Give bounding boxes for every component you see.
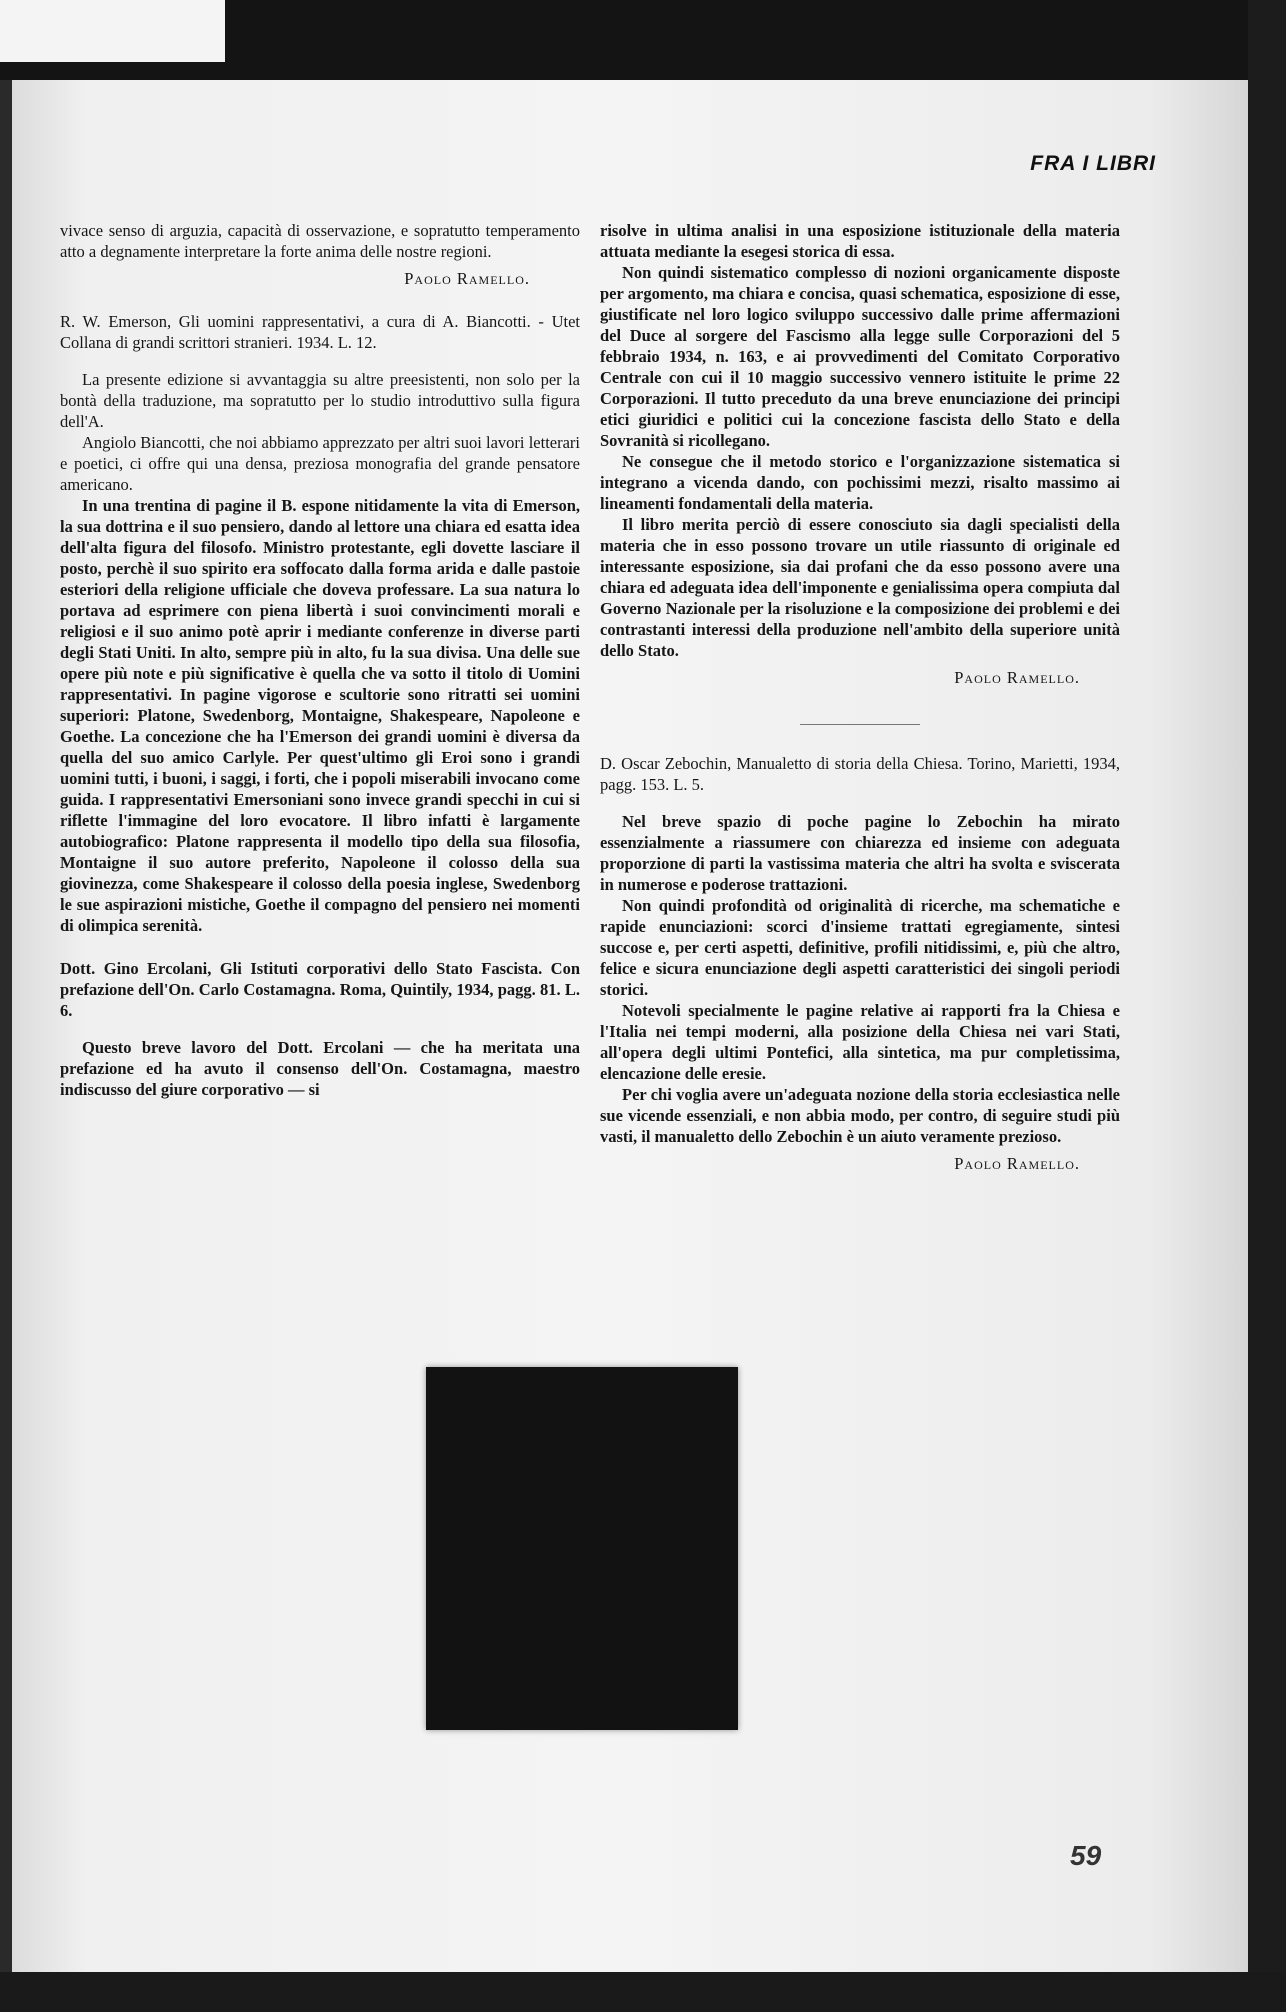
paragraph: Il libro merita perciò di essere conosciuto sia dagli specialisti della materia che in esso possono trovare un utile riassunto di originale ed interessante esposizione, sia dai profani che da esso possono avere una chiara ed adeguata idea dell'imponente e genialissima opera compiuta dal Governo Nazionale per la risoluzione e la composizione dei problemi e dei contrastanti interessi della produzione nell'ambito della superiore unità dello Stato. — [600, 515, 1120, 660]
section-header: FRA I LIBRI — [1030, 152, 1156, 175]
paragraph: Nel breve spazio di poche pagine lo Zebochin ha mirato essenzialmente a riassumere con chiarezza ed insieme con adeguata proporzione di parti la vastissima materia che altri ha svolta e sviscerata in numerose e poderose trattazioni. — [600, 812, 1120, 894]
left-column — [60, 220, 580, 1100]
right-column — [600, 220, 1120, 1174]
book-reference: D. Oscar Zebochin, Manualetto di storia della Chiesa. Torino, Marietti, 1934, pagg. 153. L. 5. — [600, 754, 1120, 794]
paragraph: Non quindi profondità od originalità di ricerche, ma schematiche e rapide enunciazioni: scorci d'insieme trattati egregiamente, sintesi succose e, per certi aspetti, definitive, profili nitidissimi, e, più che altro, felice e sicura enunciazione degli aspetti caratteristici dei singoli periodi storici. — [600, 896, 1120, 999]
signature: Paolo Ramello. — [404, 269, 530, 288]
scan-border-left — [0, 80, 12, 1980]
paragraph: Non quindi sistematico complesso di nozioni organicamente disposte per argomento, ma chiara e concisa, quasi schematica, esposizione di esse, giustificate nel loro logico sviluppo successivo dalle prime affermazioni del Duce al sorgere del Fascismo alla legge sulle Corporazioni del 5 febbraio 1934, n. 163, e ai provvedimenti del Comitato Corporativo Centrale con cui il 10 maggio successivo vennero istituite le prime 22 Corporazioni. Il tutto preceduto da una breve enunciazione dei principi etici giuridici e politici cui la concezione fascista dello Stato e della Sovranità si ricollegano. — [600, 263, 1120, 450]
page-number: 59 — [1070, 1840, 1102, 1871]
paragraph: La presente edizione si avvantaggia su altre preesistenti, non solo per la bontà della traduzione, ma sopratutto per lo studio introduttivo sulla figura dell'A. — [60, 370, 580, 431]
signature: Paolo Ramello. — [954, 668, 1080, 687]
divider — [800, 724, 920, 725]
black-rectangle — [426, 1367, 738, 1730]
paragraph: risolve in ultima analisi in una esposizione istituzionale della materia attuata mediante la esegesi storica di essa. — [600, 221, 1120, 261]
book-reference: Dott. Gino Ercolani, Gli Istituti corporativi dello Stato Fascista. Con prefazione dell'On. Carlo Costamagna. Roma, Quintily, 1934, pagg. 81. L. 6. — [60, 959, 580, 1020]
book-reference: R. W. Emerson, Gli uomini rappresentativi, a cura di A. Biancotti. - Utet Collana di grandi scrittori stranieri. 1934. L. 12. — [60, 312, 580, 352]
paragraph: Ne consegue che il metodo storico e l'organizzazione sistematica si integrano a vicenda dando, con pochissimi mezzi, risalto massimo ai lineamenti fondamentali della materia. — [600, 452, 1120, 513]
scan-edge-tab — [0, 0, 225, 62]
scan-border-bottom — [0, 1972, 1286, 2012]
paragraph: Notevoli specialmente le pagine relative ai rapporti fra la Chiesa e l'Italia nei tempi moderni, alla posizione della Chiesa nei vari Stati, all'opera degli ultimi Pontefici, alla sintetica, ma pur completissima, elencazione delle eresie. — [600, 1001, 1120, 1083]
paragraph: Angiolo Biancotti, che noi abbiamo apprezzato per altri suoi lavori letterari e poetici, ci offre qui una densa, preziosa monografia del grande pensatore americano. — [60, 433, 580, 494]
scan-border-right — [1248, 0, 1286, 2012]
paragraph: In una trentina di pagine il B. espone nitidamente la vita di Emerson, la sua dottrina e il suo pensiero, dando al lettore una chiara ed esatta idea dell'alta figura del filosofo. Ministro protestante, egli dovette lasciare il posto, perchè il suo spirito era soffocato dalla forma arida e dalle pastoie esteriori della religione ufficiale che doveva professare. La sua natura lo portava ad esprimere con piena libertà i suoi convincimenti morali e religiosi e il suo animo potè aprir i mediante conferenze in diverse parti degli Stati Uniti. In alto, sempre più in alto, fu la sua divisa. Una delle sue opere più note e più significative è quella che va sotto il titolo di Uomini rappresentativi. In pagine vigorose e scultorie sono ritratti sei uomini superiori: Platone, Swedenborg, Montaigne, Shakespeare, Napoleone e Goethe. La concezione che ha l'Emerson dei grandi uomini è diversa da quella del suo amico Carlyle. Per quest'ultimo gli Eroi sono i grandi uomini tutti, i buoni, i saggi, i forti, che i popoli miserabili invocano come guida. I rappresentativi Emersoniani sono invece grandi specchi in cui si riflette l'immagine del loro evocatore. Il libro infatti è largamente autobiografico: Platone rappresenta il modello tipo della sua filosofia, Montaigne il suo autore preferito, Napoleone il colosso della sua giovinezza, come Shakespeare il colosso della poesia inglese, Swedenborg le sue aspirazioni mistiche, Goethe il compagno del pensiero nei momenti di olimpica serenità. — [60, 496, 580, 935]
paragraph: Questo breve lavoro del Dott. Ercolani — che ha meritata una prefazione ed ha avuto il consenso dell'On. Costamagna, maestro indiscusso del giure corporativo — si — [60, 1038, 580, 1099]
paragraph: vivace senso di arguzia, capacità di osservazione, e sopratutto temperamento atto a degnamente interpretare la forte anima delle nostre regioni. — [60, 221, 580, 261]
signature: Paolo Ramello. — [954, 1154, 1080, 1173]
paragraph: Per chi voglia avere un'adeguata nozione della storia ecclesiastica nelle sue vicende essenziali, e non abbia modo, per contro, di seguire studi più vasti, il manualetto dello Zebochin è un aiuto veramente prezioso. — [600, 1085, 1120, 1146]
